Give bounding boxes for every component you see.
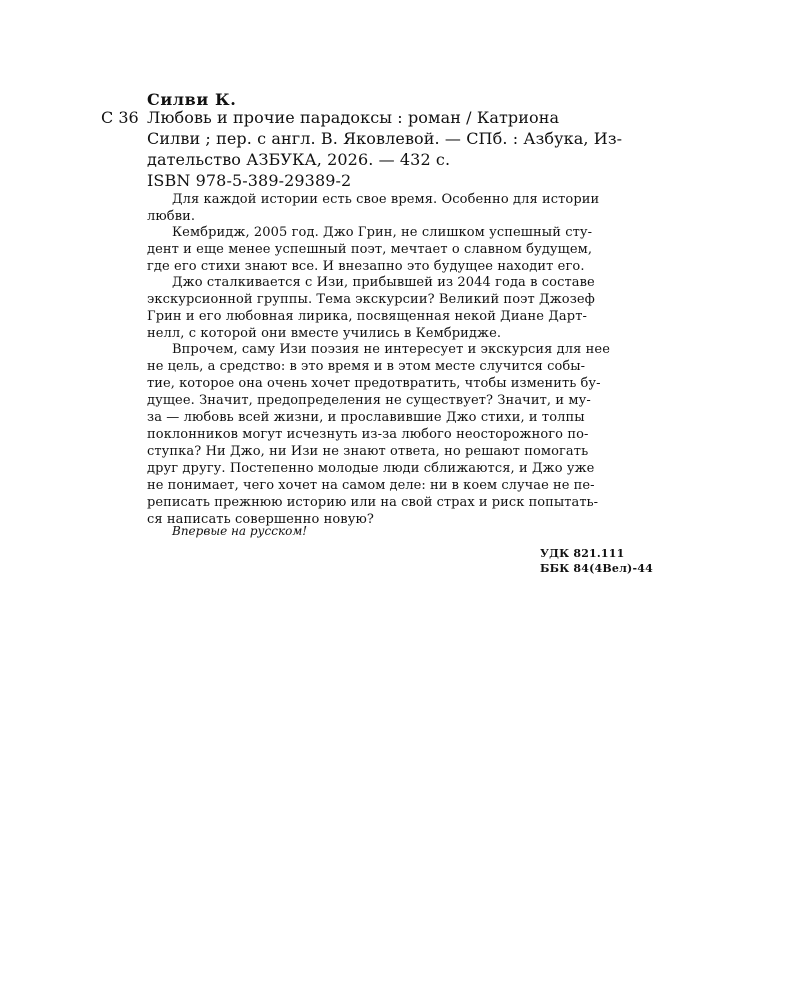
bibliographic-line: дательство АЗБУКА, 2026. — 432 с. xyxy=(147,150,451,169)
first-edition-note: Впервые на русском! xyxy=(172,524,308,538)
bbk-index: ББК 84(4Вел)-44 xyxy=(540,562,653,575)
annotation-line: не цель, а средство: в это время и в этом месте случится собы- xyxy=(147,359,586,374)
annotation-line: нелл, с которой они вместе учились в Кембридже. xyxy=(147,326,502,341)
annotation-line: поклонников могут исчезнуть из-за любого неосторожного по- xyxy=(147,427,589,442)
annotation-line: дущее. Значит, предопределения не существует? Значит, и му- xyxy=(147,393,591,408)
isbn: ISBN 978-5-389-29389-2 xyxy=(147,171,352,190)
annotation-line: за — любовь всей жизни, и прославившие Джо стихи, и толпы xyxy=(147,410,585,425)
annotation-line: ступка? Ни Джо, ни Изи не знают ответа, но решают помогать xyxy=(147,444,589,459)
annotation-line: Для каждой истории есть свое время. Особенно для истории xyxy=(172,192,600,207)
annotation-line: друг другу. Постепенно молодые люди сближаются, и Джо уже xyxy=(147,461,595,476)
author-code: С 36 xyxy=(101,108,139,127)
annotation-line: Джо сталкивается с Изи, прибывшей из 2044 года в составе xyxy=(172,275,595,290)
bibliographic-line: Силви ; пер. с англ. В. Яковлевой. — СПб. : Азбука, Из- xyxy=(147,129,623,148)
annotation-line: экскурсионной группы. Тема экскурсии? Великий поэт Джозеф xyxy=(147,292,595,307)
bibliographic-line: Любовь и прочие парадоксы : роман / Катриона xyxy=(147,108,560,127)
annotation-line: Кембридж, 2005 год. Джо Грин, не слишком успешный сту- xyxy=(172,225,593,240)
annotation-line: тие, которое она очень хочет предотвратить, чтобы изменить бу- xyxy=(147,376,601,391)
annotation-line: любви. xyxy=(147,209,196,224)
annotation-line: реписать прежнюю историю или на свой страх и риск попытать- xyxy=(147,495,599,510)
annotation-line: ся написать совершенно новую? xyxy=(147,512,374,527)
author-heading: Силви К. xyxy=(147,90,237,109)
annotation-line: Впрочем, саму Изи поэзия не интересует и экскурсия для нее xyxy=(172,342,611,357)
annotation-line: дент и еще менее успешный поэт, мечтает о славном будущем, xyxy=(147,242,593,257)
annotation-line: не понимает, чего хочет на самом деле: ни в коем случае не пе- xyxy=(147,478,595,493)
annotation-line: Грин и его любовная лирика, посвященная некой Диане Дарт- xyxy=(147,309,587,324)
udk-index: УДК 821.111 xyxy=(540,547,625,560)
annotation-line: где его стихи знают все. И внезапно это будущее находит его. xyxy=(147,259,585,274)
